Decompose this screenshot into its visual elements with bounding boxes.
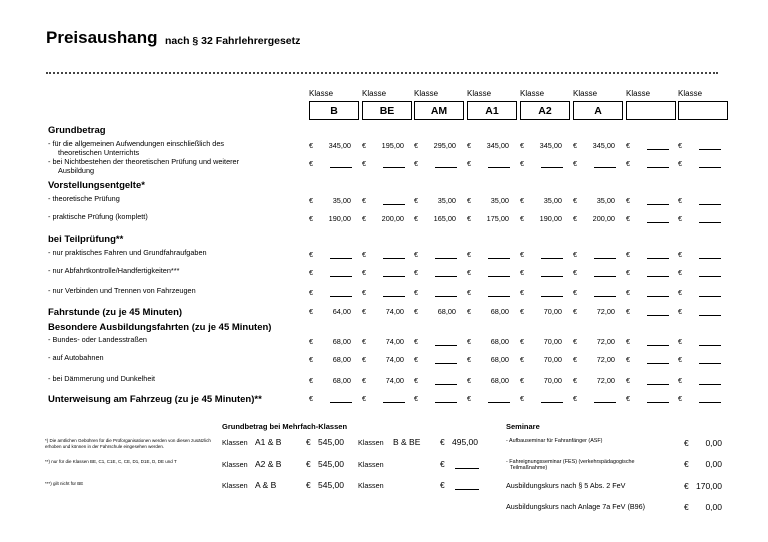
class-box: AM (414, 101, 464, 120)
euro-sign: € (306, 480, 311, 490)
euro-sign: € (309, 376, 314, 385)
multi-class-title: Grundbetrag bei Mehrfach-Klassen (222, 422, 348, 431)
blank-line (699, 338, 721, 346)
euro-sign: € (362, 337, 367, 346)
price-value: 70,00 (543, 307, 562, 316)
blank-line (435, 269, 457, 277)
price-value: 68,00 (490, 355, 509, 364)
seminar-label: - Fahreignungsseminar (FES) (verkehrspädagogische (506, 459, 635, 465)
euro-sign: € (414, 159, 419, 168)
euro-sign: € (309, 268, 314, 277)
euro-sign: € (520, 268, 525, 277)
blank-line (383, 160, 405, 168)
euro-sign: € (626, 376, 631, 385)
row-label: - nur Verbinden und Trennen von Fahrzeugen (48, 286, 196, 295)
euro-sign: € (467, 288, 472, 297)
euro-sign: € (309, 196, 314, 205)
section-besondere: Besondere Ausbildungsfahrten (zu je 45 Minuten) (48, 322, 272, 333)
blank-line (541, 289, 563, 297)
row-label: - für die allgemeinen Aufwendungen einschließlich des (48, 139, 225, 148)
euro-sign: € (414, 376, 419, 385)
euro-sign: € (362, 141, 367, 150)
blank-line (541, 269, 563, 277)
euro-sign: € (362, 196, 367, 205)
euro-sign: € (309, 337, 314, 346)
euro-sign: € (678, 288, 683, 297)
euro-sign: € (414, 394, 419, 403)
euro-sign: € (678, 355, 683, 364)
euro-sign: € (520, 394, 525, 403)
row-label: - Bundes- oder Landesstraßen (48, 335, 147, 344)
blank-line (541, 160, 563, 168)
price-value: 35,00 (490, 196, 509, 205)
euro-sign: € (573, 250, 578, 259)
blank-line (435, 356, 457, 364)
euro-sign: € (414, 141, 419, 150)
euro-sign: € (573, 288, 578, 297)
blank-line (594, 251, 616, 259)
blank-line (488, 269, 510, 277)
row-label: - nur praktisches Fahren und Grundfahraufgaben (48, 248, 207, 257)
class-label: Klasse (467, 89, 492, 98)
row-label: - nur Abfahrtkontrolle/Handfertigkeiten*** (48, 266, 180, 275)
euro-sign: € (626, 250, 631, 259)
euro-sign: € (684, 459, 689, 469)
euro-sign: € (626, 394, 631, 403)
blank-line (488, 289, 510, 297)
euro-sign: € (467, 376, 472, 385)
price-value: 190,00 (328, 214, 351, 223)
row-label: - bei Dämmerung und Dunkelheit (48, 374, 156, 383)
blank-line (647, 160, 669, 168)
dotted-divider (46, 72, 718, 74)
price-value: 70,00 (543, 355, 562, 364)
price-value: 70,00 (543, 337, 562, 346)
euro-sign: € (362, 214, 367, 223)
class-box (678, 101, 728, 120)
blank-line (488, 251, 510, 259)
price-value: 68,00 (332, 355, 351, 364)
klassen-label: Klassen (358, 481, 384, 490)
price-value: 68,00 (332, 337, 351, 346)
row-label: - theoretische Prüfung (48, 194, 120, 203)
blank-line (435, 251, 457, 259)
blank-line (383, 395, 405, 403)
class-label: Klasse (573, 89, 598, 98)
price-value: 68,00 (490, 307, 509, 316)
euro-sign: € (573, 214, 578, 223)
euro-sign: € (626, 337, 631, 346)
euro-sign: € (573, 376, 578, 385)
euro-sign: € (309, 307, 314, 316)
price-value: 74,00 (385, 355, 404, 364)
class-label: Klasse (414, 89, 439, 98)
blank-line (541, 251, 563, 259)
euro-sign: € (440, 437, 445, 447)
price-value: 200,00 (592, 214, 615, 223)
blank-line (647, 142, 669, 150)
euro-sign: € (678, 214, 683, 223)
price-value: 545,00 (318, 437, 344, 447)
blank-line (647, 289, 669, 297)
klassen-label: Klassen (222, 460, 248, 469)
euro-sign: € (414, 355, 419, 364)
seminar-label: Ausbildungskurs nach Anlage 7a FeV (B96) (506, 502, 646, 511)
price-value: 200,00 (381, 214, 404, 223)
price-value: 345,00 (328, 141, 351, 150)
row-label-cont: theoretischen Unterrichts (58, 148, 140, 157)
euro-sign: € (467, 214, 472, 223)
blank-line (455, 461, 479, 469)
class-box: BE (362, 101, 412, 120)
klassen-label: Klassen (358, 460, 384, 469)
blank-line (699, 197, 721, 205)
class-box: A (573, 101, 623, 120)
seminare-title: Seminare (506, 422, 540, 431)
euro-sign: € (678, 394, 683, 403)
euro-sign: € (626, 159, 631, 168)
euro-sign: € (414, 196, 419, 205)
price-value: 68,00 (490, 376, 509, 385)
euro-sign: € (626, 288, 631, 297)
blank-line (435, 289, 457, 297)
euro-sign: € (573, 355, 578, 364)
class-label: Klasse (626, 89, 651, 98)
blank-line (541, 395, 563, 403)
class-combo: A & B (255, 480, 277, 490)
price-value: 495,00 (452, 437, 478, 447)
blank-line (594, 289, 616, 297)
blank-line (383, 269, 405, 277)
seminar-value: 0,00 (705, 438, 722, 448)
euro-sign: € (520, 250, 525, 259)
seminar-value: 170,00 (696, 481, 722, 491)
price-value: 35,00 (437, 196, 456, 205)
euro-sign: € (678, 141, 683, 150)
footnote-2: **) nur für die Klassen BE, C1, C1E, C, CE, D1, D1E, D, DE und T (45, 459, 177, 464)
euro-sign: € (309, 159, 314, 168)
euro-sign: € (362, 250, 367, 259)
section-teilpruefung: bei Teilprüfung** (48, 234, 124, 245)
blank-line (435, 395, 457, 403)
euro-sign: € (678, 196, 683, 205)
price-value: 165,00 (433, 214, 456, 223)
price-value: 68,00 (332, 376, 351, 385)
blank-line (647, 215, 669, 223)
euro-sign: € (573, 268, 578, 277)
euro-sign: € (309, 141, 314, 150)
euro-sign: € (467, 141, 472, 150)
euro-sign: € (684, 438, 689, 448)
euro-sign: € (573, 159, 578, 168)
blank-line (594, 160, 616, 168)
row-label: - praktische Prüfung (komplett) (48, 212, 148, 221)
price-value: 545,00 (318, 459, 344, 469)
euro-sign: € (520, 337, 525, 346)
euro-sign: € (573, 196, 578, 205)
euro-sign: € (414, 337, 419, 346)
price-value: 68,00 (437, 307, 456, 316)
euro-sign: € (414, 288, 419, 297)
price-value: 72,00 (596, 376, 615, 385)
blank-line (330, 160, 352, 168)
euro-sign: € (309, 214, 314, 223)
blank-line (488, 160, 510, 168)
klassen-label: Klassen (222, 481, 248, 490)
euro-sign: € (520, 355, 525, 364)
class-label: Klasse (362, 89, 387, 98)
euro-sign: € (678, 307, 683, 316)
class-combo: A1 & B (255, 437, 282, 447)
euro-sign: € (678, 159, 683, 168)
euro-sign: € (626, 141, 631, 150)
blank-line (699, 251, 721, 259)
blank-line (647, 338, 669, 346)
euro-sign: € (362, 159, 367, 168)
euro-sign: € (684, 481, 689, 491)
blank-line (647, 308, 669, 316)
blank-line (455, 482, 479, 490)
euro-sign: € (467, 196, 472, 205)
euro-sign: € (520, 307, 525, 316)
blank-line (647, 395, 669, 403)
class-box: A2 (520, 101, 570, 120)
blank-line (330, 289, 352, 297)
euro-sign: € (306, 437, 311, 447)
blank-line (647, 356, 669, 364)
blank-line (383, 289, 405, 297)
price-value: 35,00 (596, 196, 615, 205)
euro-sign: € (309, 250, 314, 259)
price-value: 195,00 (381, 141, 404, 150)
euro-sign: € (626, 196, 631, 205)
euro-sign: € (626, 268, 631, 277)
section-grundbetrag: Grundbetrag (48, 125, 106, 136)
euro-sign: € (678, 268, 683, 277)
euro-sign: € (309, 394, 314, 403)
euro-sign: € (678, 376, 683, 385)
section-fahrstunde: Fahrstunde (zu je 45 Minuten) (48, 307, 183, 318)
euro-sign: € (520, 214, 525, 223)
euro-sign: € (626, 214, 631, 223)
blank-line (699, 142, 721, 150)
euro-sign: € (520, 288, 525, 297)
blank-line (488, 395, 510, 403)
blank-line (383, 251, 405, 259)
class-combo: B & BE (393, 437, 421, 447)
euro-sign: € (678, 337, 683, 346)
class-box: B (309, 101, 359, 120)
price-value: 72,00 (596, 337, 615, 346)
euro-sign: € (684, 502, 689, 512)
euro-sign: € (573, 307, 578, 316)
price-value: 74,00 (385, 376, 404, 385)
blank-line (594, 269, 616, 277)
euro-sign: € (467, 268, 472, 277)
blank-line (435, 377, 457, 385)
price-value: 345,00 (592, 141, 615, 150)
price-value: 72,00 (596, 355, 615, 364)
blank-line (699, 377, 721, 385)
euro-sign: € (467, 307, 472, 316)
row-label: - auf Autobahnen (48, 353, 104, 362)
blank-line (594, 395, 616, 403)
euro-sign: € (573, 394, 578, 403)
euro-sign: € (414, 250, 419, 259)
euro-sign: € (520, 159, 525, 168)
seminar-label: Ausbildungskurs nach § 5 Abs. 2 FeV (506, 481, 626, 490)
euro-sign: € (467, 250, 472, 259)
class-box (626, 101, 676, 120)
class-box: A1 (467, 101, 517, 120)
euro-sign: € (362, 268, 367, 277)
price-value: 545,00 (318, 480, 344, 490)
euro-sign: € (414, 307, 419, 316)
blank-line (330, 395, 352, 403)
section-vorstellung: Vorstellungsentgelte* (48, 180, 145, 191)
euro-sign: € (362, 376, 367, 385)
seminar-label: - Aufbauseminar für Fahranfänger (ASF) (506, 438, 603, 444)
blank-line (699, 160, 721, 168)
price-value: 74,00 (385, 337, 404, 346)
blank-line (435, 338, 457, 346)
price-value: 345,00 (486, 141, 509, 150)
euro-sign: € (467, 394, 472, 403)
euro-sign: € (362, 355, 367, 364)
blank-line (699, 289, 721, 297)
euro-sign: € (573, 141, 578, 150)
euro-sign: € (626, 307, 631, 316)
price-value: 72,00 (596, 307, 615, 316)
class-label: Klasse (520, 89, 545, 98)
euro-sign: € (467, 159, 472, 168)
page-title: Preisaushang (46, 28, 158, 47)
euro-sign: € (309, 355, 314, 364)
euro-sign: € (520, 141, 525, 150)
price-value: 175,00 (486, 214, 509, 223)
row-label: - bei Nichtbestehen der theoretischen Prüfung und weiterer (48, 157, 240, 166)
klassen-label: Klassen (358, 438, 384, 447)
price-value: 68,00 (490, 337, 509, 346)
price-value: 35,00 (543, 196, 562, 205)
row-label-cont: Ausbildung (58, 166, 95, 175)
page-subtitle: nach § 32 Fahrlehrergesetz (165, 35, 301, 47)
blank-line (647, 251, 669, 259)
class-label: Klasse (309, 89, 334, 98)
euro-sign: € (520, 196, 525, 205)
blank-line (435, 160, 457, 168)
klassen-label: Klassen (222, 438, 248, 447)
euro-sign: € (573, 337, 578, 346)
blank-line (699, 356, 721, 364)
euro-sign: € (414, 214, 419, 223)
euro-sign: € (362, 288, 367, 297)
seminar-value: 0,00 (705, 502, 722, 512)
footnote-3: ***) gilt nicht für BE (45, 481, 84, 486)
euro-sign: € (467, 337, 472, 346)
blank-line (330, 251, 352, 259)
blank-line (647, 269, 669, 277)
price-value: 295,00 (433, 141, 456, 150)
euro-sign: € (414, 268, 419, 277)
euro-sign: € (362, 307, 367, 316)
footnote-1: *) Die amtlichen Gebühren für die Prüforganisationen werden von diesen zusätzlich erhoben und können in der Fahrschule eingesehen werden. (45, 438, 211, 449)
euro-sign: € (362, 394, 367, 403)
euro-sign: € (678, 250, 683, 259)
blank-line (647, 197, 669, 205)
euro-sign: € (467, 355, 472, 364)
blank-line (330, 269, 352, 277)
euro-sign: € (626, 355, 631, 364)
price-value: 70,00 (543, 376, 562, 385)
seminar-label-cont: Teilmaßnahme) (510, 465, 548, 471)
blank-line (383, 197, 405, 205)
seminar-value: 0,00 (705, 459, 722, 469)
price-value: 64,00 (332, 307, 351, 316)
price-value: 190,00 (539, 214, 562, 223)
euro-sign: € (520, 376, 525, 385)
blank-line (699, 269, 721, 277)
blank-line (699, 215, 721, 223)
price-value: 345,00 (539, 141, 562, 150)
blank-line (647, 377, 669, 385)
euro-sign: € (440, 459, 445, 469)
section-unterweisung: Unterweisung am Fahrzeug (zu je 45 Minuten)** (48, 394, 262, 405)
class-combo: A2 & B (255, 459, 282, 469)
euro-sign: € (440, 480, 445, 490)
blank-line (699, 308, 721, 316)
price-value: 35,00 (332, 196, 351, 205)
euro-sign: € (306, 459, 311, 469)
blank-line (699, 395, 721, 403)
class-label: Klasse (678, 89, 703, 98)
price-value: 74,00 (385, 307, 404, 316)
euro-sign: € (309, 288, 314, 297)
